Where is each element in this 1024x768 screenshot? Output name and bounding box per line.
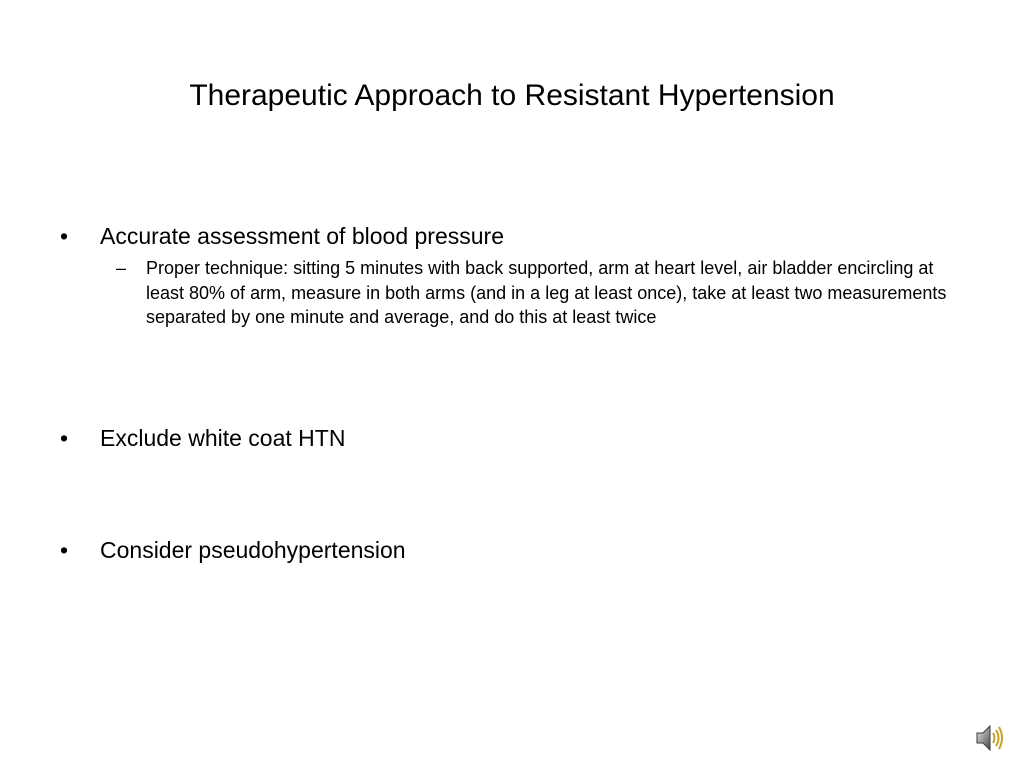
- slide-title: Therapeutic Approach to Resistant Hypertension: [189, 79, 835, 112]
- bullet-item: [60, 220, 970, 330]
- bullet-text: Accurate assessment of blood pressure: [100, 223, 504, 249]
- bullet-marker: •: [60, 223, 69, 249]
- sub-bullet-item: [60, 256, 970, 330]
- bullet-text: Consider pseudohypertension: [100, 537, 406, 563]
- sub-bullet-marker: –: [116, 258, 127, 278]
- bullet-marker: •: [60, 537, 69, 563]
- bullet-text: Exclude white coat HTN: [100, 425, 346, 451]
- bullet-marker: •: [60, 425, 69, 451]
- sub-list: [60, 256, 970, 330]
- sub-bullet-text: Proper technique: sitting 5 minutes with back supported, arm at heart level, air bladder encircling at least 80% of arm, measure in both arms (and in a leg at least once), take at least two measurements separated by one minute and average, and do this at least twice: [146, 258, 947, 327]
- speaker-icon[interactable]: [975, 721, 1005, 755]
- bullet-item: [60, 422, 970, 454]
- bullet-item: [60, 534, 970, 566]
- speaker-icon-graphic: [975, 721, 1005, 755]
